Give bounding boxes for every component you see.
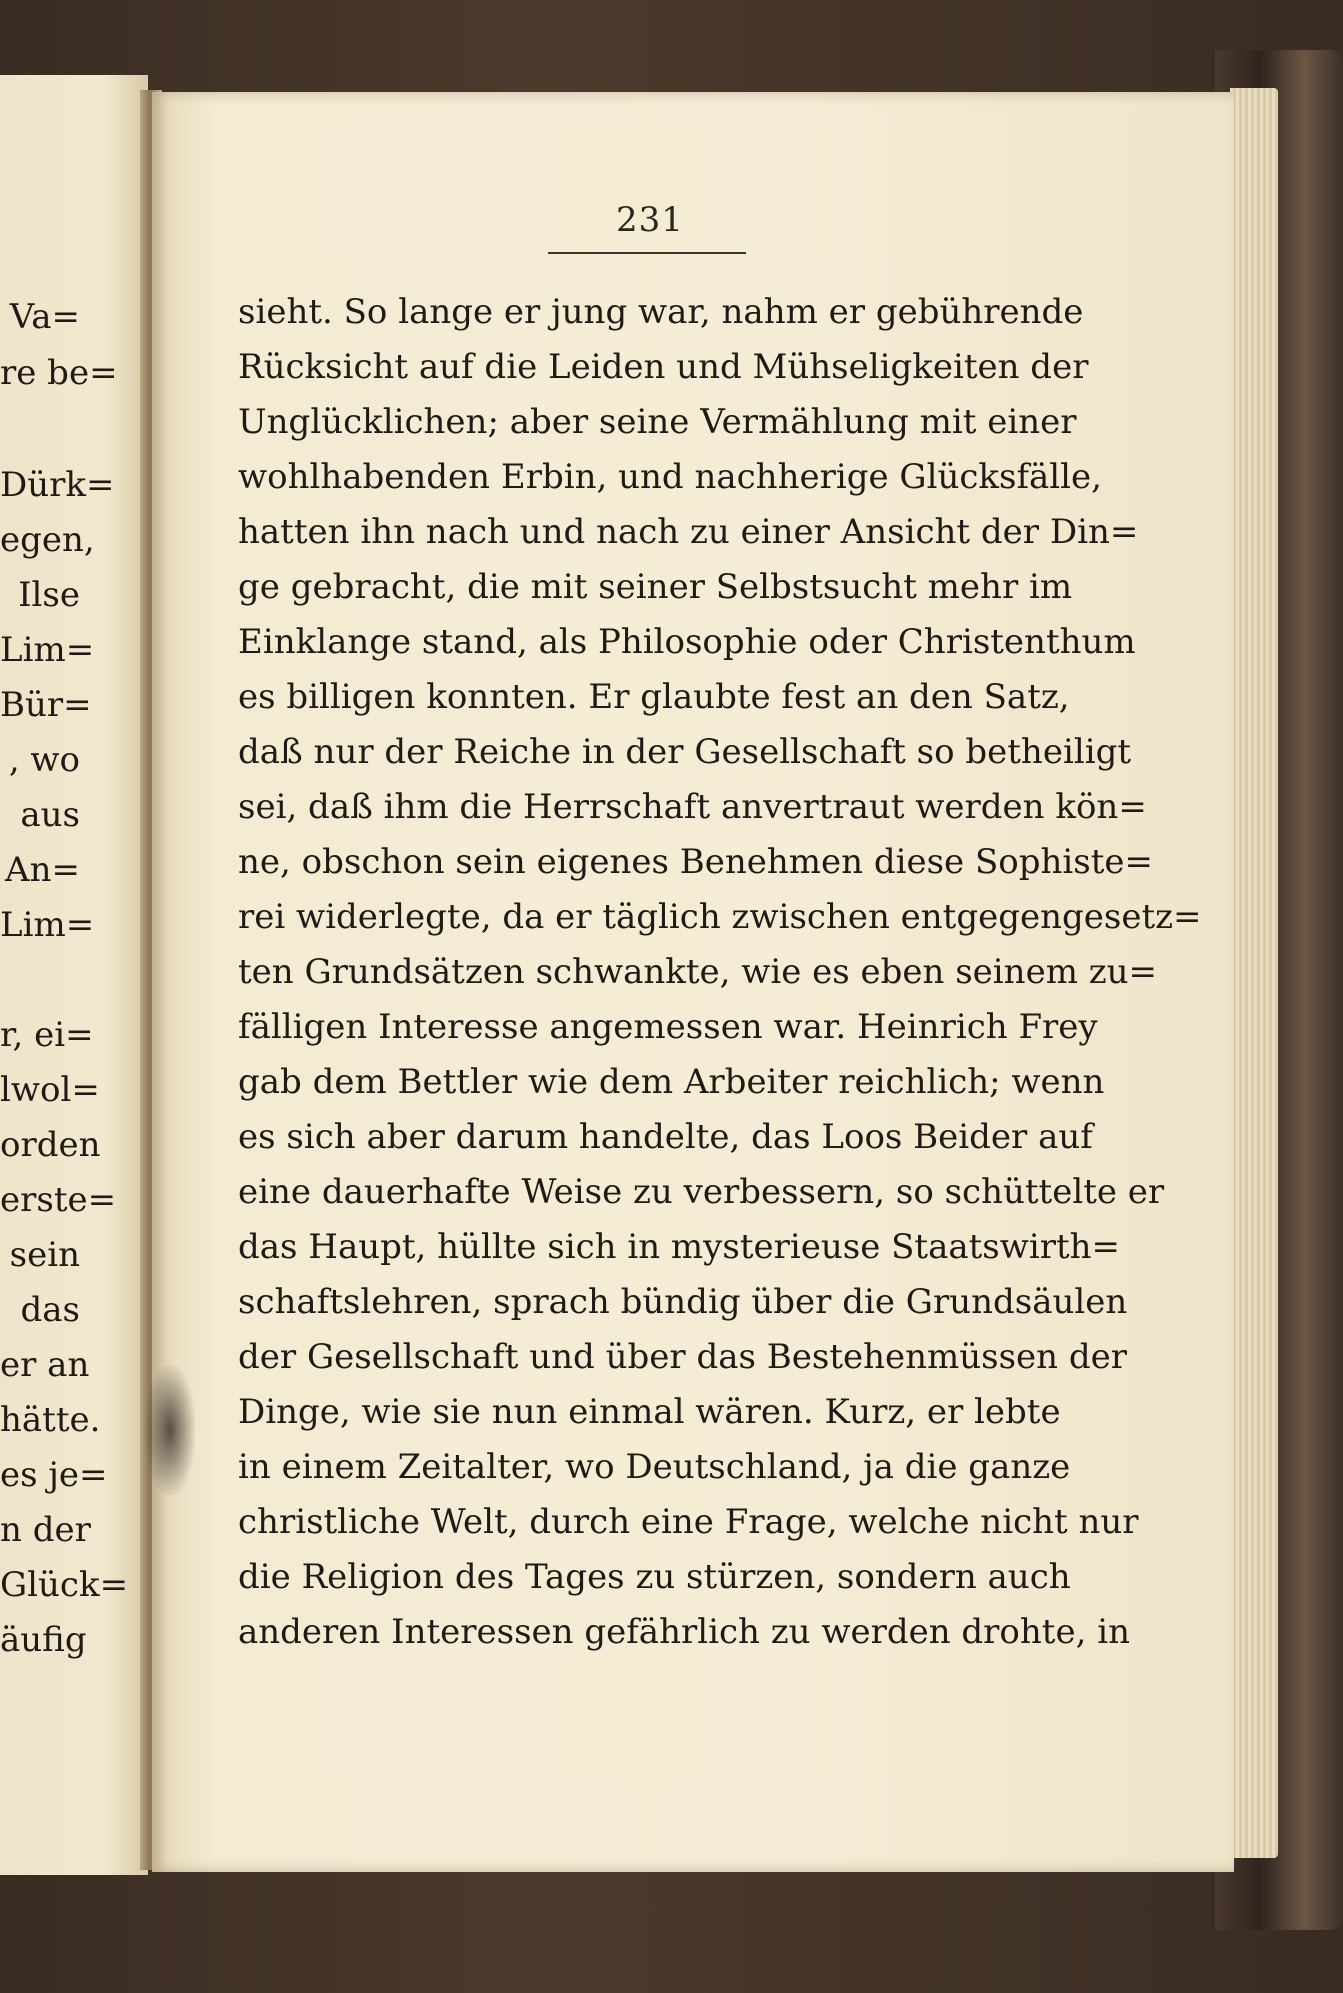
text-line: daß nur der Reiche in der Gesellschaft so betheiligt [238,732,1131,772]
left-fragment: n der [0,1510,91,1550]
left-page [0,75,148,1875]
text-line: Rücksicht auf die Leiden und Mühseligkeiten der [238,347,1089,387]
left-fragment: orden [0,1125,101,1165]
text-line: die Religion des Tages zu stürzen, sondern auch [238,1557,1071,1597]
text-line: ge gebracht, die mit seiner Selbstsucht mehr im [238,567,1073,607]
left-fragment: äufig [0,1620,87,1660]
text-line: Unglücklichen; aber seine Vermählung mit einer [238,402,1077,442]
text-line: anderen Interessen gefährlich zu werden drohte, in [238,1612,1130,1652]
text-line: das Haupt, hüllte sich in mysterieuse Staatswirth= [238,1227,1121,1267]
text-line: sei, daß ihm die Herrschaft anvertraut werden kön= [238,787,1147,827]
left-fragment: das [20,1290,80,1330]
left-fragment: Lim= [0,630,95,670]
left-fragment: , wo [8,740,80,780]
text-line: ten Grundsätzen schwankte, wie es eben seinem zu= [238,952,1158,992]
text-line: fälligen Interesse angemessen war. Heinrich Frey [238,1007,1098,1047]
text-line: hatten ihn nach und nach zu einer Ansicht der Din= [238,512,1139,552]
text-line: wohlhabenden Erbin, und nachherige Glücksfälle, [238,457,1102,497]
left-fragment: erste= [0,1180,117,1220]
left-fragment: re be= [0,353,118,393]
text-line: eine dauerhafte Weise zu verbessern, so schüttelte er [238,1172,1165,1212]
text-line: ne, obschon sein eigenes Benehmen diese Sophiste= [238,842,1153,882]
header-rule [548,252,746,254]
text-line: es sich aber darum handelte, das Loos Beider auf [238,1117,1093,1157]
text-line: gab dem Bettler wie dem Arbeiter reichlich; wenn [238,1062,1105,1102]
page-stack [1230,88,1278,1858]
left-fragment: An= [5,850,80,890]
text-line: der Gesellschaft und über das Bestehenmüssen der [238,1337,1128,1377]
page-number: 231 [616,200,684,240]
text-line: in einem Zeitalter, wo Deutschland, ja die ganze [238,1447,1071,1487]
ink-smudge [145,1365,195,1495]
left-fragment: Lim= [0,905,95,945]
left-fragment: Ilse [18,575,80,615]
left-fragment: lwol= [0,1070,100,1110]
left-fragment: Va= [9,297,80,337]
text-line: sieht. So lange er jung war, nahm er gebührende [238,292,1084,332]
text-line: es billigen konnten. Er glaubte fest an den Satz, [238,677,1070,717]
text-line: schaftslehren, sprach bündig über die Grundsäulen [238,1282,1128,1322]
text-line: Einklange stand, als Philosophie oder Christenthum [238,622,1136,662]
left-fragment: es je= [0,1455,108,1495]
left-fragment: Dürk= [0,465,115,505]
left-fragment: Bür= [0,685,92,725]
text-line: christliche Welt, durch eine Frage, welche nicht nur [238,1502,1139,1542]
left-fragment: egen, [0,520,95,560]
left-fragment: Glück= [0,1565,129,1605]
left-fragment: sein [9,1235,80,1275]
left-fragment: er an [0,1345,90,1385]
left-fragment: r, ei= [0,1015,94,1055]
left-fragment: aus [20,795,80,835]
text-line: rei widerlegte, da er täglich zwischen entgegengesetz= [238,897,1202,937]
left-fragment: hätte. [0,1400,101,1440]
text-line: Dinge, wie sie nun einmal wären. Kurz, er lebte [238,1392,1061,1432]
